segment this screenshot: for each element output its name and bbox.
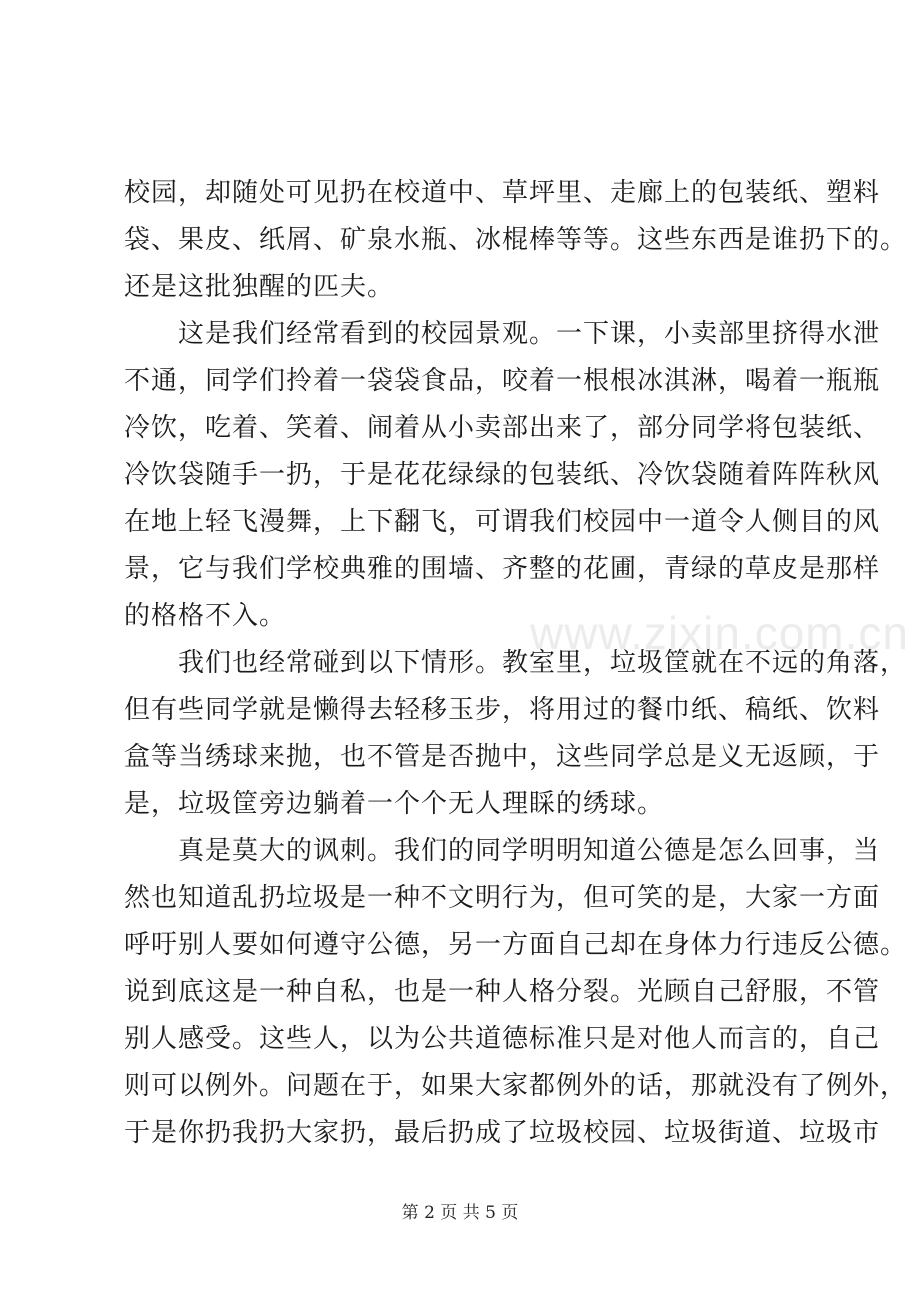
text-line: 但有些同学就是懒得去轻移玉步，将用过的餐巾纸、稿纸、饮料 <box>124 695 881 725</box>
text-line: 冷饮袋随手一扔，于是花花绿绿的包装纸、冷饮袋随着阵阵秋风 <box>124 460 881 490</box>
text-line: 我们也经常碰到以下情形。教室里，垃圾筐就在不远的角落， <box>124 648 908 678</box>
text-line: 是，垃圾筐旁边躺着一个个无人理睬的绣球。 <box>124 789 665 819</box>
text-line: 呼吁别人要如何遵守公德，另一方面自己却在身体力行违反公德。 <box>124 930 908 960</box>
text-line: 的格格不入。 <box>124 601 287 631</box>
text-line: 真是莫大的讽刺。我们的同学明明知道公德是怎么回事，当 <box>124 836 881 866</box>
text-line: 说到底这是一种自私，也是一种人格分裂。光顾自己舒服，不管 <box>124 977 881 1007</box>
watermark: www.zixin.com.cn <box>530 607 909 659</box>
text-line: 于是你扔我扔大家扔，最后扔成了垃圾校园、垃圾街道、垃圾市 <box>124 1118 881 1148</box>
text-line: 校园，却随处可见扔在校道中、草坪里、走廊上的包装纸、塑料 <box>124 178 881 208</box>
text-line: 这是我们经常看到的校园景观。一下课，小卖部里挤得水泄 <box>124 319 881 349</box>
text-line: 则可以例外。问题在于，如果大家都例外的话，那就没有了例外， <box>124 1071 908 1101</box>
text-line: 袋、果皮、纸屑、矿泉水瓶、冰棍棒等等。这些东西是谁扔下的。 <box>124 225 908 255</box>
text-line: 然也知道乱扔垃圾是一种不文明行为，但可笑的是，大家一方面 <box>124 883 881 913</box>
text-line: 在地上轻飞漫舞，上下翻飞，可谓我们校园中一道令人侧目的风 <box>124 507 881 537</box>
text-line: 景，它与我们学校典雅的围墙、齐整的花圃，青绿的草皮是那样 <box>124 554 881 584</box>
text-line: 冷饮，吃着、笑着、闹着从小卖部出来了，部分同学将包装纸、 <box>124 413 881 443</box>
text-line: 还是这批独醒的匹夫。 <box>124 272 395 302</box>
text-line: 盒等当绣球来抛，也不管是否抛中，这些同学总是义无返顾，于 <box>124 742 881 772</box>
page-footer: 第 2 页 共 5 页 <box>401 1203 519 1223</box>
text-line: 不通，同学们拎着一袋袋食品，咬着一根根冰淇淋，喝着一瓶瓶 <box>124 366 881 396</box>
text-line: 别人感受。这些人，以为公共道德标准只是对他人而言的，自己 <box>124 1024 881 1054</box>
body-text <box>124 170 908 1157</box>
